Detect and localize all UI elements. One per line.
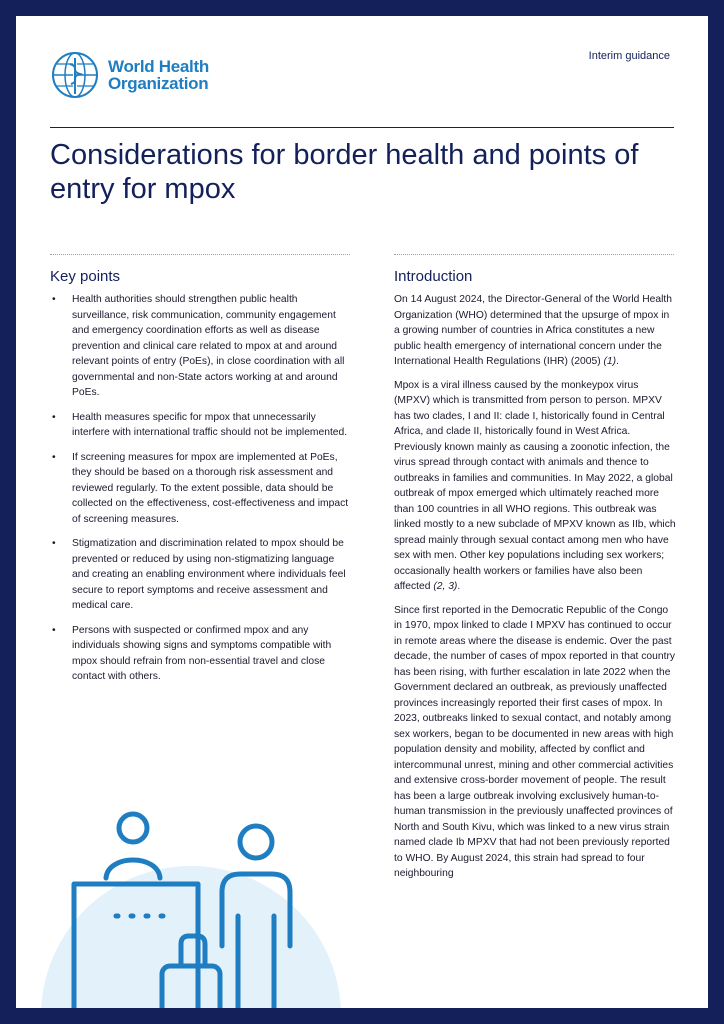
intro-paragraph-2: Mpox is a viral illness caused by the monkeypox virus (MPXV) which is transmitted from person to person. MPXV has two clades, I and II: clade I, historically found in Central Africa, and clade II, historically found in West Africa. Previously known mainly as causing a zoonotic infection, the virus spread through contact with animals and thence to outbreaks in families and communities. In May 2022, a global outbreak of mpox emerged which ultimately reached more than 100 countries in all WHO regions. This outbreak was linked mostly to a new subclade of MPXV known as IIb, which spread mainly through sexual contact among men who have sex with men. Other key populations including sex workers; occasionally health workers or families have also been affected (2, 3). xyxy=(394,379,676,592)
list-item: • Persons with suspected or confirmed mpox and any individuals showing signs and symptoms compatible with mpox should refrain from non-essential travel and close contact with others. xyxy=(50,623,350,685)
border-officer-icon xyxy=(106,814,160,878)
introduction-heading: Introduction xyxy=(394,268,473,285)
key-points-divider xyxy=(50,254,350,255)
org-name-line1: World Health xyxy=(108,57,209,76)
intro-paragraph-1-text: On 14 August 2024, the Director-General of the World Health Organization (WHO) determined that the upsurge of mpox in a growing number of countries in Africa constitutes a new public health emergency of international concern under the International Health Regulations (IHR) (2005) xyxy=(394,294,672,367)
who-emblem-icon xyxy=(50,50,100,100)
page-title: Considerations for border health and points of entry for mpox xyxy=(50,139,639,205)
list-item: • If screening measures for mpox are implemented at PoEs, they should be based on a thorough risk assessment and reviewed regularly. To the extent possible, data should be collected on the effectiveness, cost-effectiveness and impact of screening measures. xyxy=(50,450,350,528)
intro-paragraph-2-text: Mpox is a viral illness caused by the monkeypox virus (MPXV) which is transmitted from person to person. MPXV has two clades, I and II: clade I, historically found in Central Africa, and clade II, historically found in West Africa. Previously known mainly as causing a zoonotic infection, the virus spread through contact with animals and thence to outbreaks in families and communities. In May 2022, a global outbreak of mpox emerged which ultimately reached more than 100 countries in all WHO regions. This outbreak was linked mostly to a new subclade of MPXV known as IIb, which spread mainly through sexual contact among men who have sex with men. Other key populations including sex workers; occasionally health workers or families have also been affected xyxy=(394,379,676,592)
document-page xyxy=(16,16,708,1008)
introduction-divider xyxy=(394,254,674,255)
list-item: • Stigmatization and discrimination related to mpox should be prevented or reduced by using non-stigmatizing language and creating an enabling environment where individuals feel secure to report symptoms and receive assessment and medical care. xyxy=(50,536,350,614)
key-points-heading: Key points xyxy=(50,268,121,285)
intro-paragraph-1: On 14 August 2024, the Director-General of the World Health Organization (WHO) determined that the upsurge of mpox in a growing number of countries in Africa constitutes a new public health emergency of international concern under the International Health Regulations (IHR) (2005) (1). xyxy=(394,294,672,367)
list-item: • Health authorities should strengthen public health surveillance, risk communication, community engagement and emergency coordination efforts as well as disease prevention and clinical care related to mpox at and around relevant points of entry (PoEs), in close coordination with all governmental and non-State actors working at and around PoEs. xyxy=(50,292,350,401)
org-name-line2: Organization xyxy=(108,74,209,93)
header-divider xyxy=(50,127,674,128)
document-type-label: Interim guidance xyxy=(588,50,670,62)
border-illustration xyxy=(16,766,346,1008)
who-logo-text xyxy=(108,58,209,92)
key-points-list xyxy=(50,292,350,694)
list-item: • Health measures specific for mpox that unnecessarily interfere with international traffic should not be implemented. xyxy=(50,410,350,441)
citation-link[interactable]: (1) xyxy=(603,356,617,367)
introduction-body xyxy=(394,292,676,890)
who-logo xyxy=(50,50,209,100)
citation-link[interactable]: (2, 3) xyxy=(433,581,458,592)
intro-paragraph-3: Since first reported in the Democratic Republic of the Congo in 1970, mpox linked to clade I MPXV has continued to occur in remote areas where the disease is endemic. Over the past decade, the number of cases of mpox reported in that country has been rising, with further escalation in late 2022 when the Government declared an outbreak, as previously unaffected provinces increasingly reported their first cases of mpox. In 2023, outbreaks linked to sexual contact, and notably among sex workers, began to be documented in new areas with high population density and mobility, affected by conflict and intercommunal unrest, mining and other commercial activities and extensive cross-border movement of people. The result has been a large outbreak involving exclusively human-to-human transmission in the previously unaffected provinces of North and South Kivu, which was linked to a new virus strain named clade Ib MPXV that had not been previously reported to WHO. By August 2024, this strain had spread to four neighbouring xyxy=(394,604,676,879)
